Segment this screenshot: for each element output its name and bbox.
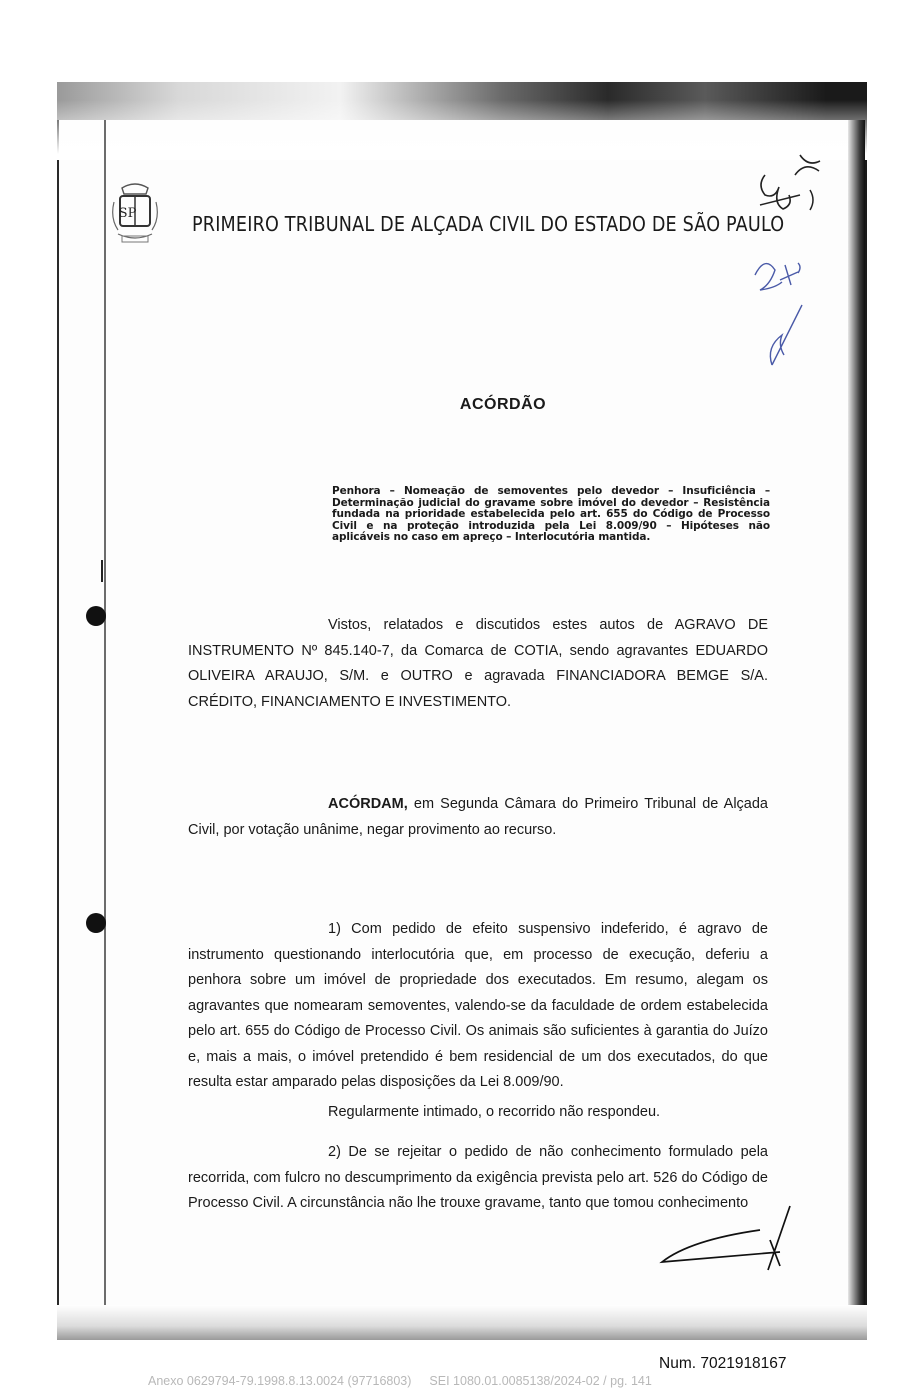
scan-bottom-shadow [57,1305,867,1340]
punch-hole-top [86,606,106,626]
paragraph-1-text: 1) Com pedido de efeito suspensivo indeferido, é agravo de instrumento questionando interlocutória que, em processo de execução, deferiu a penhora sobre um imóvel de propriedade dos executados. Em resumo, alegam os agravantes que nomearam semoventes, valendo-se da faculdade de ordem estabelecida pelo art. 655 do Código de Processo Civil. Os animais são suficientes à garantia do Juízo e, mais a mais, o imóvel pretendido é bem residencial de um dos executados, do que resulta estar amparado pelas disposições da Lei 8.009/90. [188,921,768,1090]
footer-reference [148,1374,652,1388]
sp-seal-icon [110,180,160,246]
scan-right-edge [848,120,865,1320]
punch-hole-bottom [86,913,106,933]
paragraph-1 [188,917,768,1096]
handwritten-folio-marks [740,145,850,375]
court-name: PRIMEIRO TRIBUNAL DE ALÇADA CIVIL DO ESTADO DE SÃO PAULO [192,212,785,236]
document-title: ACÓRDÃO [459,396,547,413]
vistos-text: Vistos, relatados e discutidos estes autos de AGRAVO DE INSTRUMENTO Nº 845.140-7, da Comarca de COTIA, sendo agravantes EDUARDO OLIVEIRA ARAUJO, S/M. e OUTRO e agravada FINANCIADORA BEMGE S/A. CRÉDITO, FINANCIAMENTO E INVESTIMENTO. [188,617,768,710]
acordam-paragraph [188,792,768,843]
signature-mark [650,1200,800,1280]
document-number-stamp: Num. 7021918167 [659,1355,787,1372]
annex-reference: Anexo 0629794-79.1998.8.13.0024 (97716803) [148,1374,412,1388]
page-fold-line [104,120,106,1315]
acordam-text: em Segunda Câmara do Primeiro Tribunal de Alçada Civil, por votação unânime, negar provimento ao recurso. [188,796,768,838]
sei-reference: SEI 1080.01.0085138/2024-02 / pg. 141 [429,1374,652,1388]
acordam-lead: ACÓRDAM, [328,796,408,812]
seal-monogram: SP [118,206,137,221]
ementa-summary: Penhora – Nomeação de semoventes pelo devedor – Insuficiência – Determinação judicial do gravame sobre imóvel do devedor – Resistência fundada na prioridade estabelecida pelo art. 655 do Código de Processo Civil e na proteção introduzida pela Lei 8.009/90 – Hipóteses não aplicáveis no caso em apreço – Interlocutória mantida. [332,485,770,543]
vistos-paragraph [188,613,768,715]
margin-mark [101,560,103,582]
paragraph-regularmente: Regularmente intimado, o recorrido não respondeu. [328,1104,661,1120]
paragraph-2-text: 2) De se rejeitar o pedido de não conhecimento formulado pela recorrida, com fulcro no descumprimento da exigência prevista pelo art. 526 do Código de Processo Civil. A circunstância não lhe trouxe gravame, tanto que tomou conhecimento [188,1144,768,1211]
